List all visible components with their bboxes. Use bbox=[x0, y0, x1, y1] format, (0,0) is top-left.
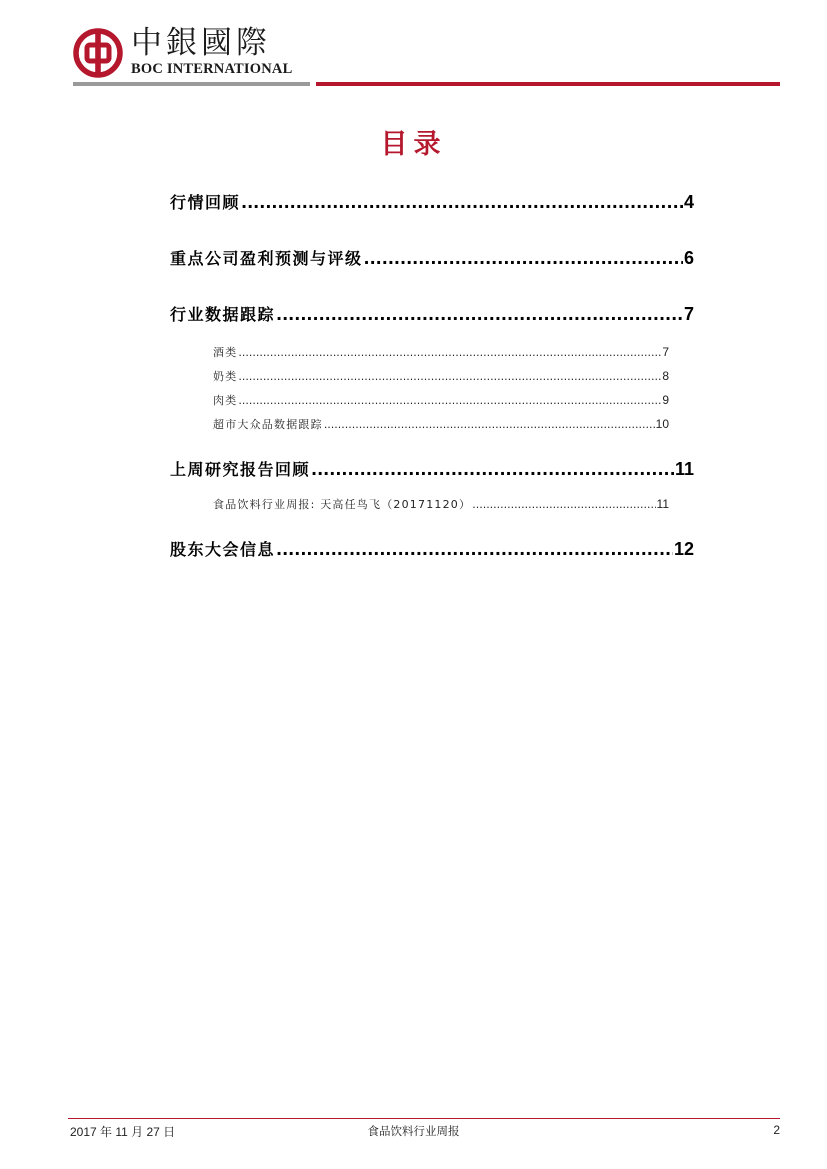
toc-entry[interactable] bbox=[170, 190, 694, 213]
footer-page-number: 2 bbox=[773, 1123, 780, 1137]
header-rule-red bbox=[316, 82, 780, 86]
toc-leader-dots bbox=[238, 370, 661, 383]
toc-leader-dots bbox=[311, 460, 674, 479]
toc-leader-dots bbox=[238, 346, 661, 359]
toc-entry-label: 股东大会信息 bbox=[170, 540, 276, 559]
toc-subentry-label: 超市大众品数据跟踪 bbox=[213, 418, 323, 431]
footer-report-name: 食品饮料行业周报 bbox=[367, 1124, 460, 1138]
footer-rule bbox=[68, 1118, 780, 1119]
toc-entry-page: 11 bbox=[674, 459, 694, 479]
toc-subentry-label: 奶类 bbox=[213, 370, 238, 383]
boc-logo-icon bbox=[73, 28, 123, 78]
toc-entry-label: 行业数据跟踪 bbox=[170, 305, 276, 324]
toc-subentry[interactable] bbox=[213, 392, 669, 408]
toc-entry-page: 6 bbox=[683, 248, 694, 268]
toc-entry-label: 上周研究报告回顾 bbox=[170, 460, 311, 479]
toc-subentry-page: 9 bbox=[662, 393, 669, 407]
toc-subentry-label: 食品饮料行业周报: 天高任鸟飞（20171120） bbox=[213, 498, 472, 511]
toc-entry-label: 重点公司盈利预测与评级 bbox=[170, 249, 363, 268]
toc-entry[interactable] bbox=[170, 246, 694, 269]
toc-entry[interactable] bbox=[170, 537, 694, 560]
header-rule-grey bbox=[73, 82, 310, 86]
toc-leader-dots bbox=[238, 394, 661, 407]
toc-entry-page: 12 bbox=[673, 539, 694, 559]
toc-entry[interactable] bbox=[170, 457, 694, 480]
toc-leader-dots bbox=[324, 418, 655, 431]
toc-subentry[interactable] bbox=[213, 344, 669, 360]
boc-international-logo bbox=[73, 26, 313, 80]
toc-subentry-page: 8 bbox=[662, 369, 669, 383]
toc-entry-label: 行情回顾 bbox=[170, 193, 241, 212]
toc-title: 目录 bbox=[380, 129, 447, 160]
toc-entry-page: 7 bbox=[683, 304, 694, 324]
toc-subentry-label: 酒类 bbox=[213, 346, 238, 359]
logo-english-name: BOC INTERNATIONAL bbox=[131, 61, 293, 77]
toc-subentry-label: 肉类 bbox=[213, 394, 238, 407]
toc-entry-page: 4 bbox=[683, 192, 694, 212]
toc-subentry-page: 11 bbox=[656, 497, 669, 511]
toc-leader-dots bbox=[472, 498, 655, 511]
logo-chinese-name: 中銀國際 bbox=[131, 25, 271, 61]
toc-leader-dots bbox=[241, 193, 683, 212]
toc-subentry[interactable] bbox=[213, 416, 669, 432]
toc-subentry[interactable] bbox=[213, 496, 669, 512]
toc-leader-dots bbox=[276, 305, 683, 324]
toc-subentry-page: 10 bbox=[655, 417, 669, 431]
footer-date: 2017 年 11 月 27 日 bbox=[70, 1125, 176, 1139]
toc-entry[interactable] bbox=[170, 302, 694, 325]
toc-leader-dots bbox=[364, 249, 683, 268]
toc-subentry[interactable] bbox=[213, 368, 669, 384]
toc-subentry-page: 7 bbox=[662, 345, 669, 359]
toc-leader-dots bbox=[276, 540, 673, 559]
